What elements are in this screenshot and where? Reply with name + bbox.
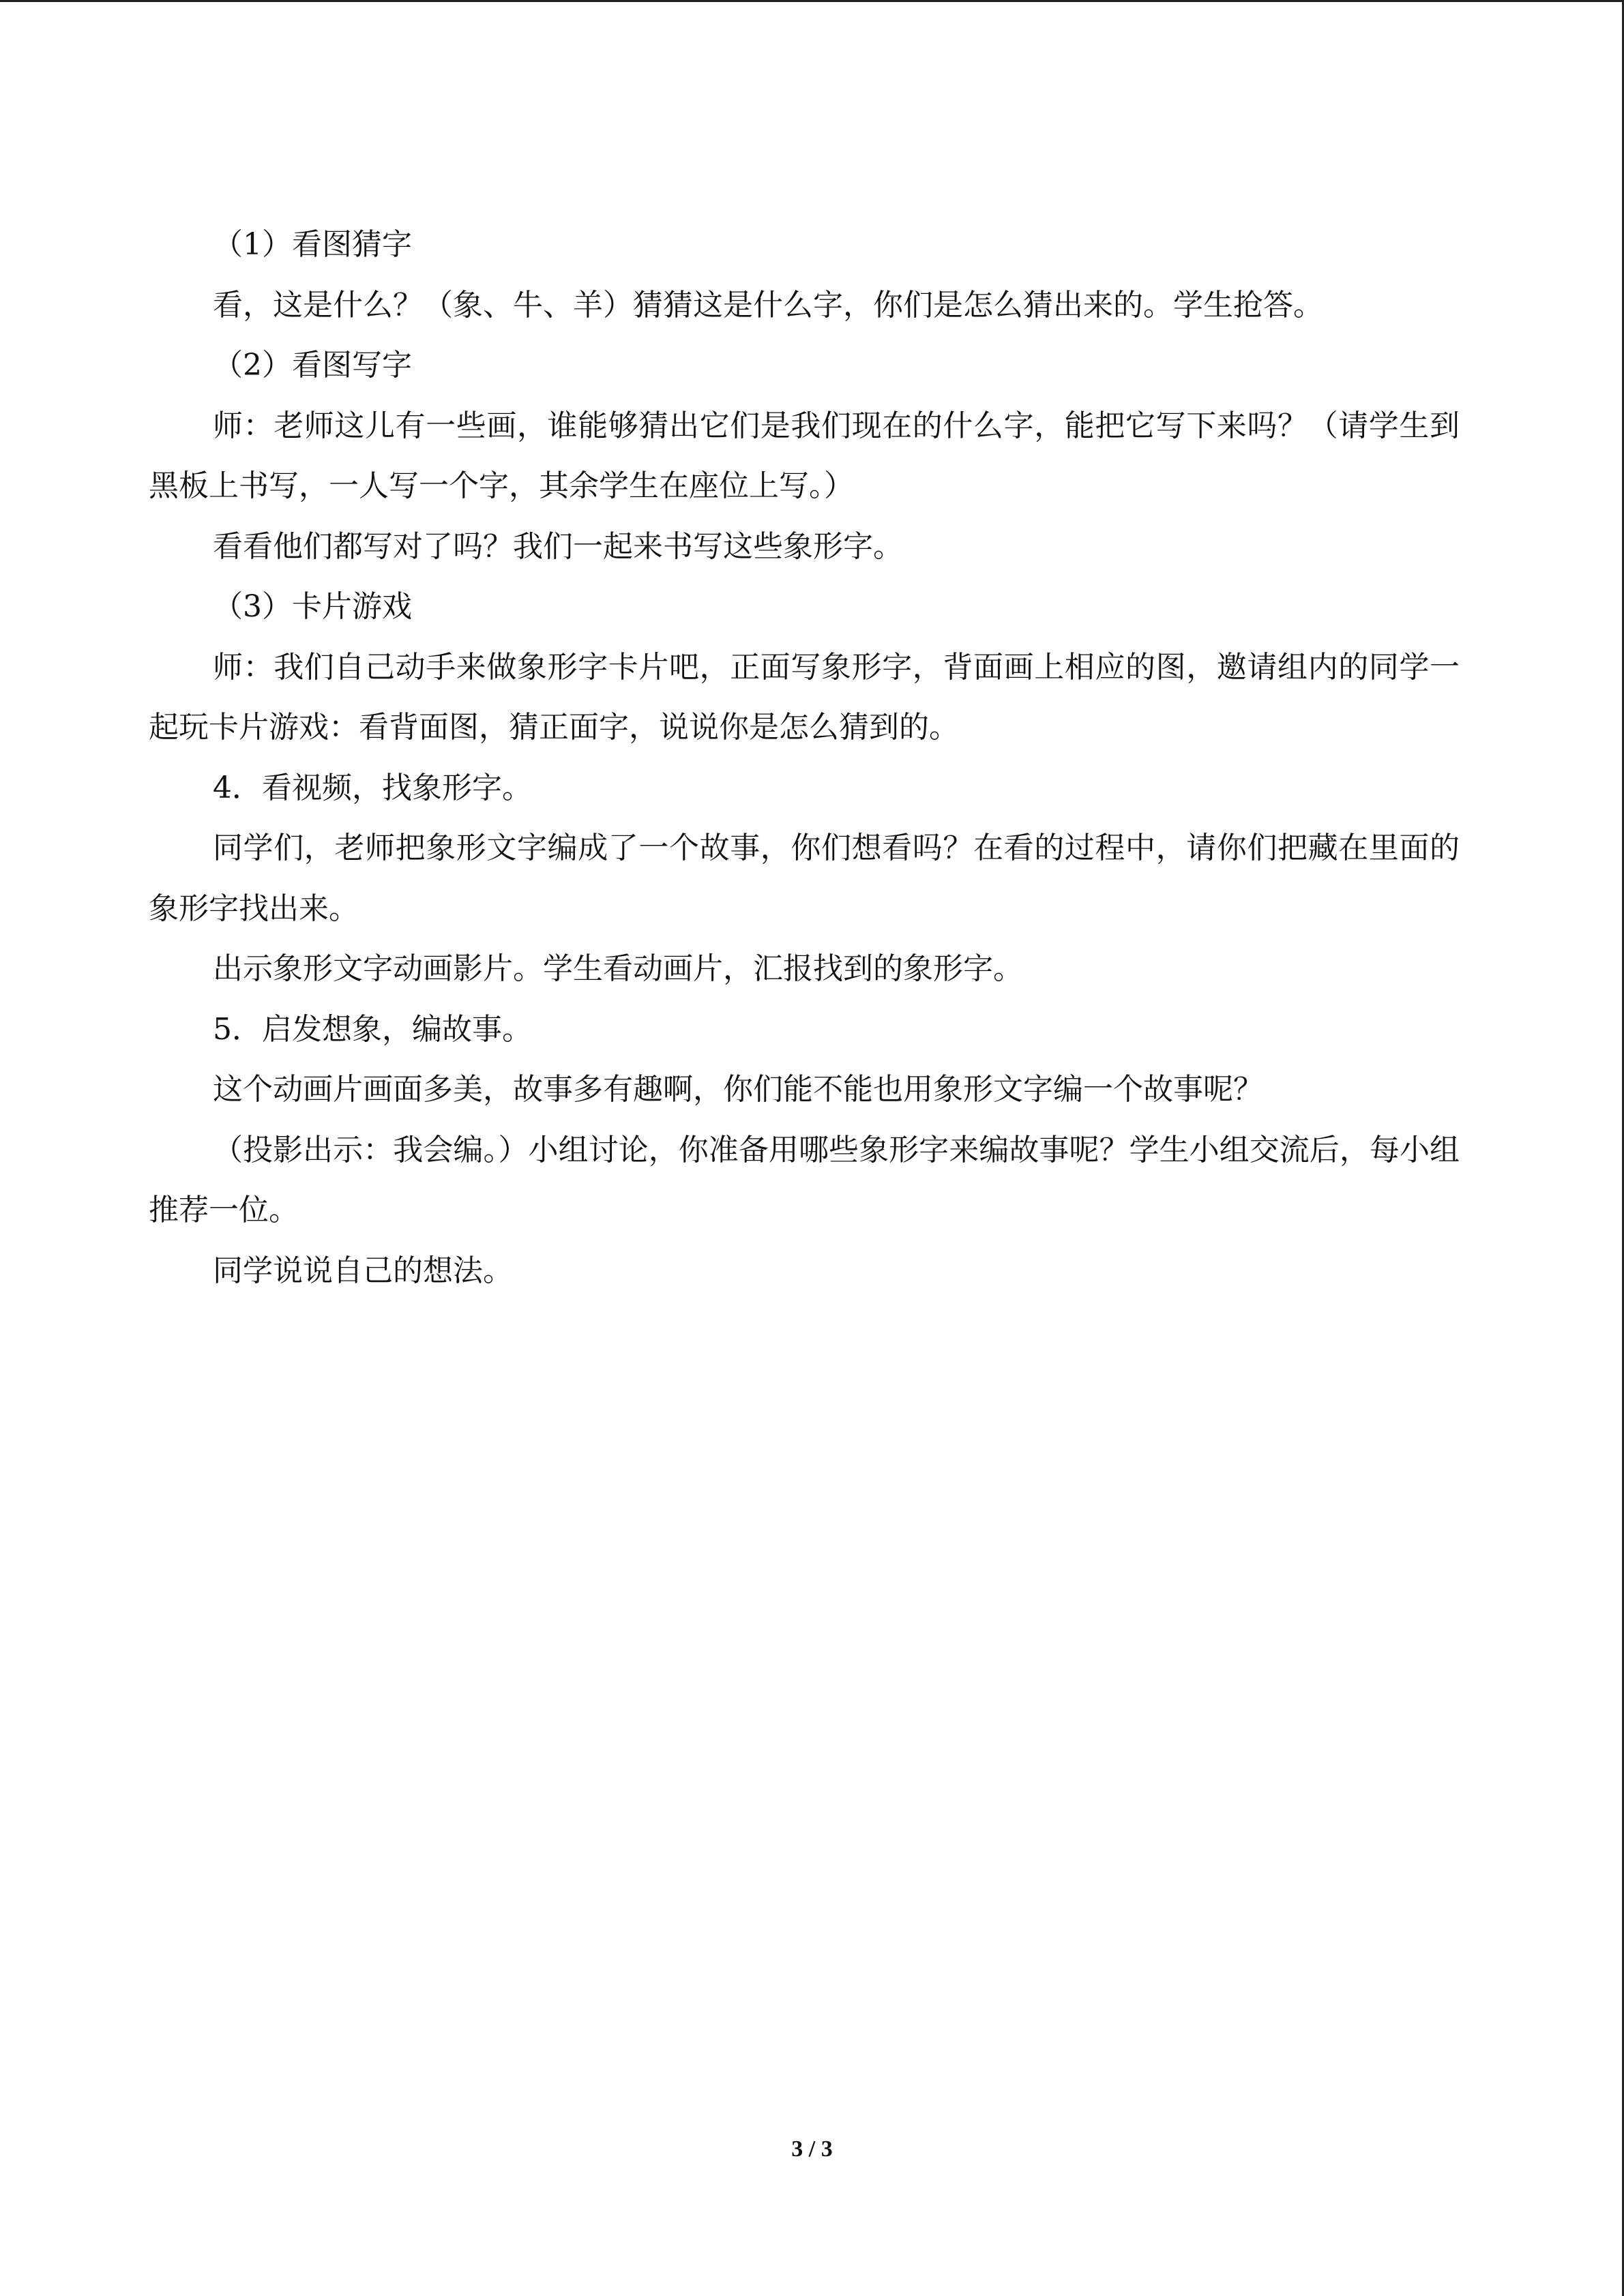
paragraph-card-game: 师：我们自己动手来做象形字卡片吧，正面写象形字，背面画上相应的图，邀请组内的同学一起玩卡片游戏：看背面图，猜正面字，说说你是怎么猜到的。 — [149, 649, 1460, 745]
paragraph-story-share: 同学说说自己的想法。 — [213, 1253, 513, 1288]
page-number: 3 / 3 — [791, 2136, 833, 2162]
section-heading-story: 5．启发想象，编故事。 — [213, 1011, 532, 1047]
document-body — [149, 215, 1460, 1301]
paragraph-story-discuss: （投影出示：我会编。）小组讨论，你准备用哪些象形字来编故事呢？学生小组交流后，每小组推荐一位。 — [149, 1132, 1460, 1227]
paragraph-write-teacher: 师：老师这儿有一些画，谁能够猜出它们是我们现在的什么字，能把它写下来吗？（请学生到黑板上书写，一人写一个字，其余学生在座位上写。） — [149, 408, 1460, 503]
paragraph-write-check: 看看他们都写对了吗？我们一起来书写这些象形字。 — [213, 528, 903, 564]
paragraph-video-intro: 同学们，老师把象形文字编成了一个故事，你们想看吗？在看的过程中，请你们把藏在里面的象形字找出来。 — [149, 831, 1460, 926]
paragraph-guess: 看，这是什么？（象、牛、羊）猜猜这是什么字，你们是怎么猜出来的。学生抢答。 — [213, 287, 1323, 323]
section-heading-video: 4．看视频，找象形字。 — [213, 770, 532, 805]
paragraph-story-question: 这个动画片画面多美，故事多有趣啊，你们能不能也用象形文字编一个故事呢？ — [213, 1072, 1263, 1107]
section-heading-card-game: （3）卡片游戏 — [213, 589, 412, 624]
section-heading-guess: （1）看图猜字 — [213, 227, 412, 262]
section-heading-write: （2）看图写字 — [213, 348, 412, 383]
paragraph-video-show: 出示象形文字动画影片。学生看动画片，汇报找到的象形字。 — [213, 951, 1023, 986]
